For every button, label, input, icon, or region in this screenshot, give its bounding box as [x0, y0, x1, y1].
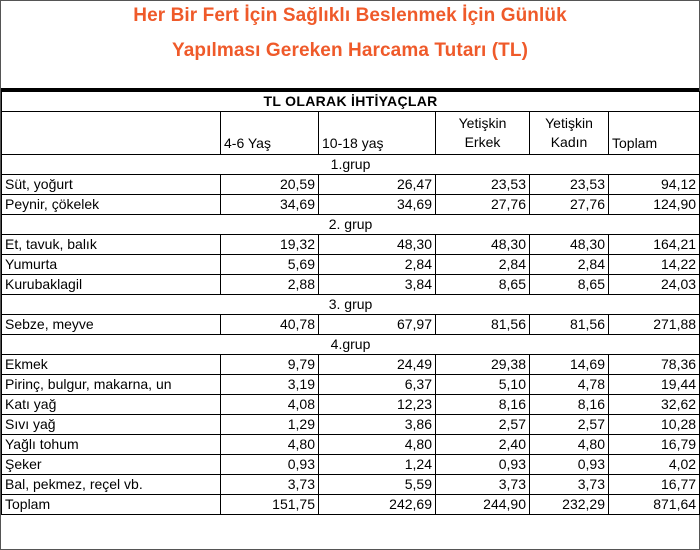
cell-value: 5,69 [221, 255, 319, 275]
cell-value: 48,30 [319, 235, 436, 255]
cell-value: 3,73 [436, 475, 530, 495]
cell-value: 10,28 [609, 415, 700, 435]
cell-value: 2,57 [530, 415, 609, 435]
cell-value: 19,44 [609, 375, 700, 395]
cell-value: 16,79 [609, 435, 700, 455]
group-header-row [2, 155, 700, 175]
cell-value: 48,30 [436, 235, 530, 255]
table-title: TL OLARAK İHTİYAÇLAR [2, 92, 700, 112]
cell-value: 81,56 [436, 315, 530, 335]
cell-value: 20,59 [221, 175, 319, 195]
cell-value: 8,16 [436, 395, 530, 415]
cell-value: 26,47 [319, 175, 436, 195]
table-row [2, 275, 700, 295]
row-label: Süt, yoğurt [2, 175, 221, 195]
cell-value: 81,56 [530, 315, 609, 335]
cell-value: 1,29 [221, 415, 319, 435]
cell-value: 8,16 [530, 395, 609, 415]
header-adult-male: Yetişkin Erkek [436, 112, 530, 155]
row-label: Katı yağ [2, 395, 221, 415]
cell-value: 3,73 [530, 475, 609, 495]
cell-value: 0,93 [221, 455, 319, 475]
group-label: 1.grup [2, 155, 700, 175]
cell-value: 14,69 [530, 355, 609, 375]
row-label: Peynir, çökelek [2, 195, 221, 215]
row-label: Ekmek [2, 355, 221, 375]
row-label: Yağlı tohum [2, 435, 221, 455]
cell-value: 4,08 [221, 395, 319, 415]
group-header-row [2, 295, 700, 315]
row-label: Şeker [2, 455, 221, 475]
cell-value: 16,77 [609, 475, 700, 495]
header-total: Toplam [609, 112, 700, 155]
cell-value: 5,59 [319, 475, 436, 495]
page-title-line-2: Yapılması Gereken Harcama Tutarı (TL) [171, 40, 529, 61]
expense-table-wrapper [1, 88, 699, 549]
cell-value: 1,24 [319, 455, 436, 475]
group-label: 4.grup [2, 335, 700, 355]
row-label: Sıvı yağ [2, 415, 221, 435]
table-row [2, 175, 700, 195]
group-label: 2. grup [2, 215, 700, 235]
cell-value: 6,37 [319, 375, 436, 395]
cell-value: 271,88 [609, 315, 700, 335]
table-row [2, 195, 700, 215]
cell-value: 151,75 [221, 495, 319, 515]
table-row [2, 475, 700, 495]
cell-value: 19,32 [221, 235, 319, 255]
cell-value: 4,80 [221, 435, 319, 455]
header-blank [2, 112, 221, 155]
table-row [2, 355, 700, 375]
table-row [2, 395, 700, 415]
cell-value: 4,80 [319, 435, 436, 455]
table-row [2, 255, 700, 275]
row-label: Kurubaklagil [2, 275, 221, 295]
cell-value: 27,76 [530, 195, 609, 215]
cell-value: 3,86 [319, 415, 436, 435]
table-row [2, 375, 700, 395]
cell-value: 5,10 [436, 375, 530, 395]
cell-value: 27,76 [436, 195, 530, 215]
table-row [2, 315, 700, 335]
cell-value: 4,02 [609, 455, 700, 475]
cell-value: 8,65 [530, 275, 609, 295]
cell-value: 0,93 [436, 455, 530, 475]
cell-value: 78,36 [609, 355, 700, 375]
cell-value: 2,84 [530, 255, 609, 275]
expense-table [1, 91, 700, 515]
cell-value: 4,78 [530, 375, 609, 395]
header-age-10-18: 10-18 yaş [319, 112, 436, 155]
table-row [2, 455, 700, 475]
cell-value: 871,64 [609, 495, 700, 515]
table-title-row [2, 92, 700, 112]
cell-value: 34,69 [221, 195, 319, 215]
cell-value: 244,90 [436, 495, 530, 515]
cell-value: 0,93 [530, 455, 609, 475]
cell-value: 232,29 [530, 495, 609, 515]
page-title-line-1: Her Bir Fert İçin Sağlıklı Beslenmek İçin Günlük [133, 5, 567, 26]
row-label: Pirinç, bulgur, makarna, un [2, 375, 221, 395]
total-row [2, 495, 700, 515]
cell-value: 4,80 [530, 435, 609, 455]
cell-value: 3,84 [319, 275, 436, 295]
table-row [2, 435, 700, 455]
group-header-row [2, 215, 700, 235]
row-label: Yumurta [2, 255, 221, 275]
cell-value: 67,97 [319, 315, 436, 335]
cell-value: 9,79 [221, 355, 319, 375]
table-row [2, 235, 700, 255]
cell-value: 94,12 [609, 175, 700, 195]
cell-value: 23,53 [530, 175, 609, 195]
cell-value: 23,53 [436, 175, 530, 195]
cell-value: 29,38 [436, 355, 530, 375]
cell-value: 242,69 [319, 495, 436, 515]
cell-value: 12,23 [319, 395, 436, 415]
cell-value: 34,69 [319, 195, 436, 215]
group-label: 3. grup [2, 295, 700, 315]
cell-value: 124,90 [609, 195, 700, 215]
cell-value: 24,03 [609, 275, 700, 295]
cell-value: 2,84 [436, 255, 530, 275]
row-label: Bal, pekmez, reçel vb. [2, 475, 221, 495]
cell-value: 2,57 [436, 415, 530, 435]
header-row [2, 112, 700, 155]
cell-value: 3,73 [221, 475, 319, 495]
row-label: Et, tavuk, balık [2, 235, 221, 255]
header-adult-female: Yetişkin Kadın [530, 112, 609, 155]
header-age-4-6: 4-6 Yaş [221, 112, 319, 155]
cell-value: 3,19 [221, 375, 319, 395]
cell-value: 2,84 [319, 255, 436, 275]
cell-value: 2,40 [436, 435, 530, 455]
cell-value: 48,30 [530, 235, 609, 255]
cell-value: 8,65 [436, 275, 530, 295]
group-header-row [2, 335, 700, 355]
cell-value: 32,62 [609, 395, 700, 415]
cell-value: 2,88 [221, 275, 319, 295]
cell-value: 24,49 [319, 355, 436, 375]
cell-value: 14,22 [609, 255, 700, 275]
cell-value: 40,78 [221, 315, 319, 335]
row-label: Toplam [2, 495, 221, 515]
cell-value: 164,21 [609, 235, 700, 255]
table-row [2, 415, 700, 435]
row-label: Sebze, meyve [2, 315, 221, 335]
